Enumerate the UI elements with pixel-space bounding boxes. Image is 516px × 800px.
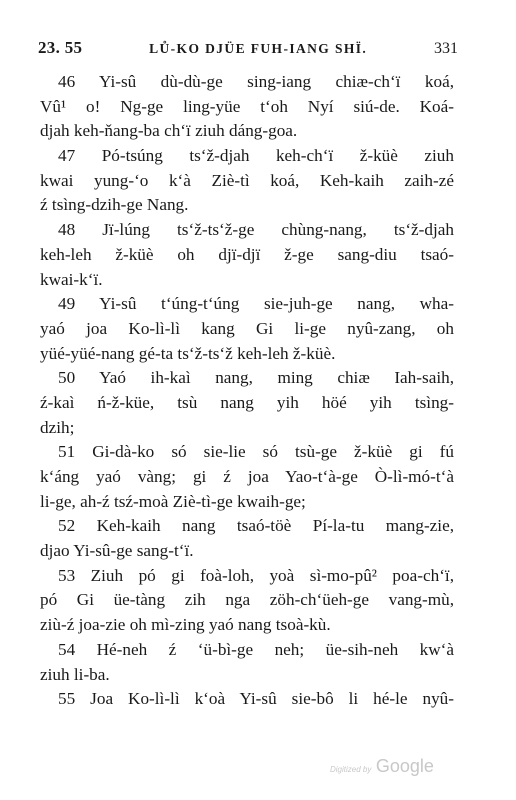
text-line: li-ge, ah-ź tsź-moà Ziè-tì-ge kwaih-ge;: [40, 491, 306, 511]
text-line: 49 Yi-sû t‘úng-t‘úng sie-juh-ge nang, wha-: [58, 294, 454, 314]
text-line: 54 Hé-neh ź ‘ü-bì-ge neh; üe-sih-neh kw‘à: [58, 639, 454, 659]
body-text: [40, 70, 454, 712]
text-line: 50 Yaó ih-kaì nang, ming chiæ Iah-saih,: [58, 368, 454, 388]
text-line: kwai yung-‘o k‘à Ziè-tì koá, Keh-kaih zaih-zé: [40, 170, 454, 190]
digitized-watermark: [330, 756, 434, 777]
chapter-verse-ref: 23. 55: [38, 38, 83, 57]
text-line: ź tsìng-dzih-ge Nang.: [40, 195, 189, 215]
text-line: 55 Joa Ko-lì-lì k‘oà Yi-sû sie-bô li hé-le nyû-: [58, 689, 454, 709]
text-line: 53 Ziuh pó gi foà-loh, yoà sì-mo-pû² poa-ch‘ï,: [58, 565, 454, 585]
text-line: Vû¹ o! Ng-ge ling-yüe t‘oh Nyí siú-de. Koá-: [40, 96, 454, 116]
watermark-brand: Google: [375, 756, 434, 776]
text-line: 46 Yi-sû dù-dù-ge sing-iang chiæ-ch‘ï koá,: [58, 72, 454, 91]
text-line: yüé-yüé-nang gé-ta ts‘ž-ts‘ž keh-leh ž-küè.: [40, 343, 336, 363]
text-line: 52 Keh-kaih nang tsaó-töè Pí-la-tu mang-zie,: [58, 516, 454, 536]
text-line: 47 Pó-tsúng ts‘ž-djah keh-ch‘ï ž-küè ziuh: [58, 146, 454, 166]
text-line: k‘áng yaó vàng; gi ź joa Yao-t‘à-ge Ò-lì-mó-t‘à: [40, 467, 454, 486]
text-line: 51 Gi-dà-ko só sie-lie só tsù-ge ž-küè gi fú: [58, 442, 454, 462]
text-line: ziuh li-ba.: [40, 664, 110, 684]
text-line: yaó joa Ko-lì-lì kang Gi li-ge nyû-zang, oh: [40, 318, 454, 338]
text-line: pó Gi üe-tàng zih nga zöh-ch‘üeh-ge vang-mù,: [40, 590, 454, 610]
page-number: 331: [434, 40, 458, 57]
watermark-prefix: Digitized by: [330, 765, 372, 774]
text-line: dzih;: [40, 417, 75, 437]
text-line: djao Yi-sû-ge sang-t‘ï.: [40, 541, 194, 561]
text-line: kwai-k‘ï.: [40, 269, 103, 289]
text-line: 48 Jï-lúng ts‘ž-ts‘ž-ge chùng-nang, ts‘ž-djah: [58, 220, 454, 240]
running-title: LŮ-KO DJÜE FUH-IANG SHÏ.: [149, 41, 368, 56]
text-line: djah keh-ňang-ba ch‘ï ziuh dáng-goa.: [40, 121, 298, 141]
running-header: [38, 38, 458, 62]
text-line: keh-leh ž-küè oh djï-djï ž-ge sang-diu tsaó-: [40, 244, 454, 264]
text-line: ź-kaì ń-ž-küe, tsù nang yih höé yih tsìng-: [40, 392, 454, 412]
text-line: ziù-ź joa-zie oh mì-zing yaó nang tsoà-kù.: [40, 615, 331, 635]
